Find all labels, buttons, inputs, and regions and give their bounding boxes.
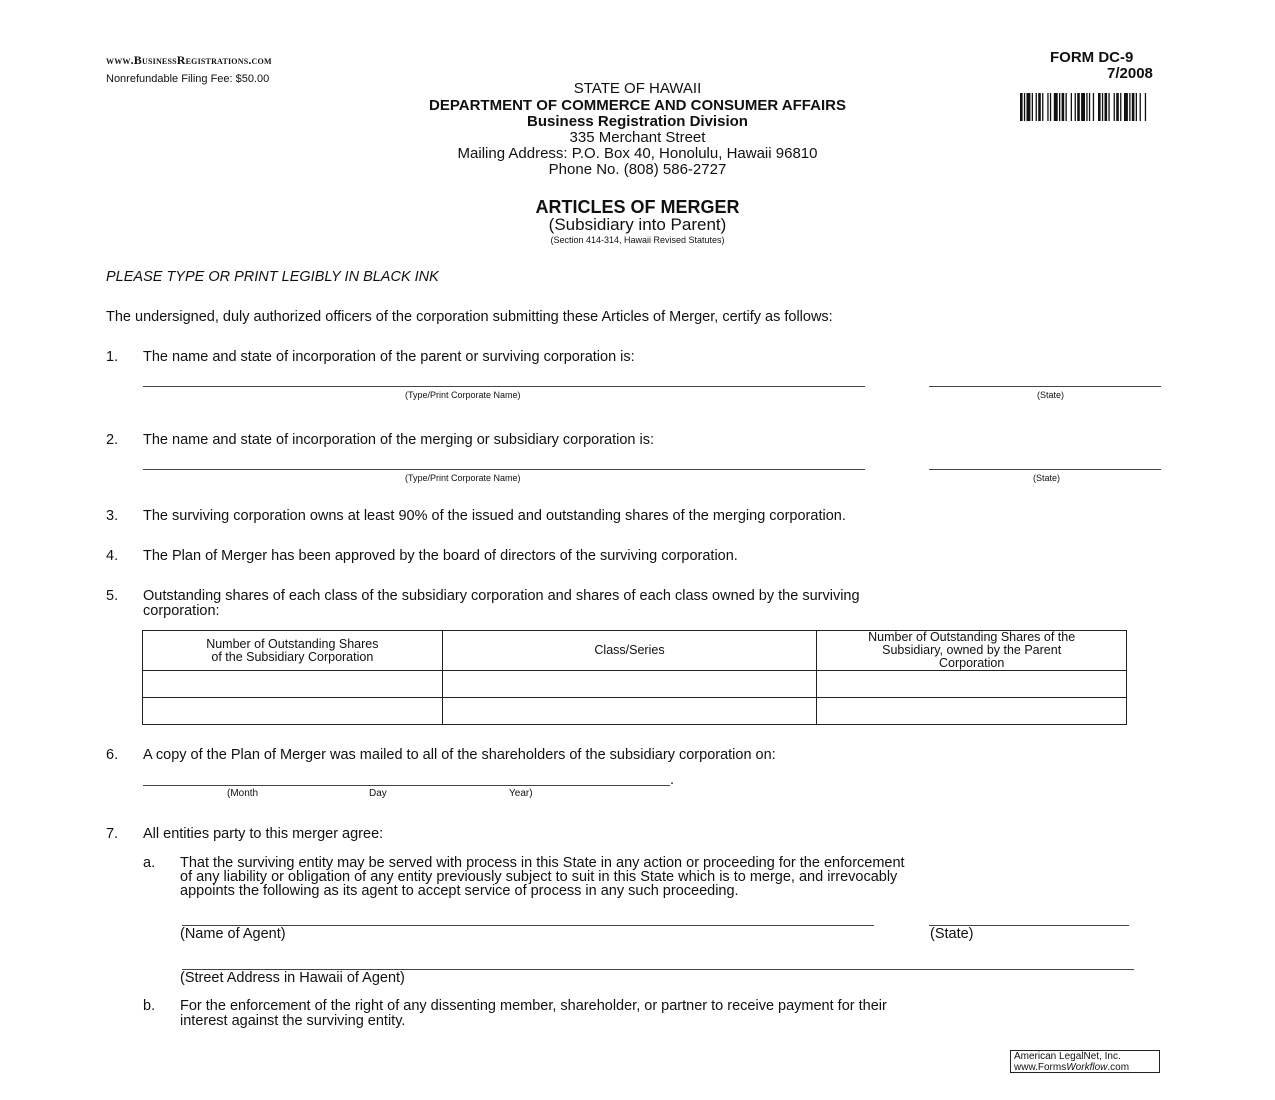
item-2-text: The name and state of incorporation of the merging or subsidiary corporation is: (143, 432, 654, 448)
mail-date-field[interactable] (143, 785, 670, 786)
item-6-number: 6. (106, 747, 119, 763)
item-1-number: 1. (106, 349, 119, 365)
agent-address-caption: (Street Address in Hawaii of Agent) (180, 970, 405, 986)
col-owned-by-parent: Number of Outstanding Shares of the Subsidiary, owned by the Parent Corporation (817, 631, 1127, 671)
shares-table (142, 630, 1127, 725)
table-row (143, 698, 1127, 725)
shares-table-header (143, 631, 1127, 671)
parent-state-caption: (State) (1037, 390, 1065, 400)
publisher-box (1010, 1050, 1160, 1073)
item-4-text: The Plan of Merger has been approved by the board of directors of the surviving corporation. (143, 548, 738, 564)
subsidiary-name-field[interactable] (143, 469, 865, 470)
item-7a-line-1: That the surviving entity may be served with process in this State in any action or proceeding for the enforcement (180, 855, 905, 871)
table-row (143, 671, 1127, 698)
department-heading: DEPARTMENT OF COMMERCE AND CONSUMER AFFAIRS (429, 97, 846, 114)
intro-text: The undersigned, duly authorized officers of the corporation submitting these Articles of Merger, certify as follows: (106, 309, 833, 325)
parent-name-caption: (Type/Print Corporate Name) (405, 390, 521, 400)
form-date: 7/2008 (1107, 65, 1153, 82)
division-heading: Business Registration Division (527, 113, 748, 130)
agent-state-caption: (State) (930, 926, 974, 942)
item-7a-label: a. (143, 855, 156, 871)
item-1-text: The name and state of incorporation of the parent or surviving corporation is: (143, 349, 635, 365)
form-subtitle: (Subsidiary into Parent) (548, 215, 727, 234)
form-title: ARTICLES OF MERGER (535, 197, 740, 217)
item-7b-line-2: interest against the surviving entity. (180, 1013, 406, 1029)
table-cell[interactable] (817, 671, 1127, 698)
phone-number: Phone No. (808) 586-2727 (548, 161, 727, 178)
subsidiary-state-caption: (State) (1033, 473, 1061, 483)
item-3-text: The surviving corporation owns at least 90% of the issued and outstanding shares of the merging corporation. (143, 508, 846, 524)
parent-state-field[interactable] (929, 386, 1161, 387)
day-caption: Day (369, 788, 387, 799)
item-7b-line-1: For the enforcement of the right of any dissenting member, shareholder, or partner to receive payment for their (180, 998, 887, 1014)
street-address: 335 Merchant Street (569, 129, 706, 146)
parent-name-field[interactable] (143, 386, 865, 387)
col-outstanding-shares: Number of Outstanding Shares of the Subsidiary Corporation (143, 631, 443, 671)
col-class-series: Class/Series (442, 631, 817, 671)
month-caption: (Month (227, 788, 259, 799)
statute-reference: (Section 414-314, Hawaii Revised Statutes) (550, 235, 725, 245)
table-cell[interactable] (143, 698, 443, 725)
item-7b-label: b. (143, 998, 156, 1014)
item-5-text-line-1: Outstanding shares of each class of the subsidiary corporation and shares of each class owned by the surviving (143, 588, 860, 604)
item-5-number: 5. (106, 588, 119, 604)
item-7-text: All entities party to this merger agree: (143, 826, 384, 842)
filing-fee: Nonrefundable Filing Fee: $50.00 (106, 73, 270, 85)
publisher-name: American LegalNet, Inc. (1014, 1051, 1121, 1062)
agent-name-caption: (Name of Agent) (180, 926, 286, 942)
table-cell[interactable] (442, 698, 817, 725)
table-cell[interactable] (817, 698, 1127, 725)
instructions: PLEASE TYPE OR PRINT LEGIBLY IN BLACK INK (106, 269, 439, 285)
item-7a-line-2: of any liability or obligation of any entity previously subject to suit in this State which is to merge, and irrevocably (180, 869, 898, 885)
item-6-text: A copy of the Plan of Merger was mailed to all of the shareholders of the subsidiary corporation on: (143, 747, 776, 763)
item-3-number: 3. (106, 508, 119, 524)
item-5-text-line-2: corporation: (143, 603, 220, 619)
mailing-address: Mailing Address: P.O. Box 40, Honolulu, Hawaii 96810 (457, 145, 818, 162)
table-cell[interactable] (442, 671, 817, 698)
subsidiary-state-field[interactable] (929, 469, 1161, 470)
item-7a-line-3: appoints the following as its agent to accept service of process in any such proceeding. (180, 883, 739, 899)
website-label: www.BusinessRegistrations.com (106, 53, 272, 67)
subsidiary-name-caption: (Type/Print Corporate Name) (405, 473, 521, 483)
form-number: FORM DC-9 (1050, 49, 1134, 66)
publisher-url: www.FormsWorkflow.com (1014, 1061, 1130, 1073)
state-heading: STATE OF HAWAII (573, 80, 702, 97)
mail-date-period: . (670, 772, 675, 788)
agent-name-field[interactable] (182, 925, 874, 926)
item-4-number: 4. (106, 548, 119, 564)
item-7-number: 7. (106, 826, 119, 842)
table-cell[interactable] (143, 671, 443, 698)
item-2-number: 2. (106, 432, 119, 448)
year-caption: Year) (509, 788, 533, 799)
